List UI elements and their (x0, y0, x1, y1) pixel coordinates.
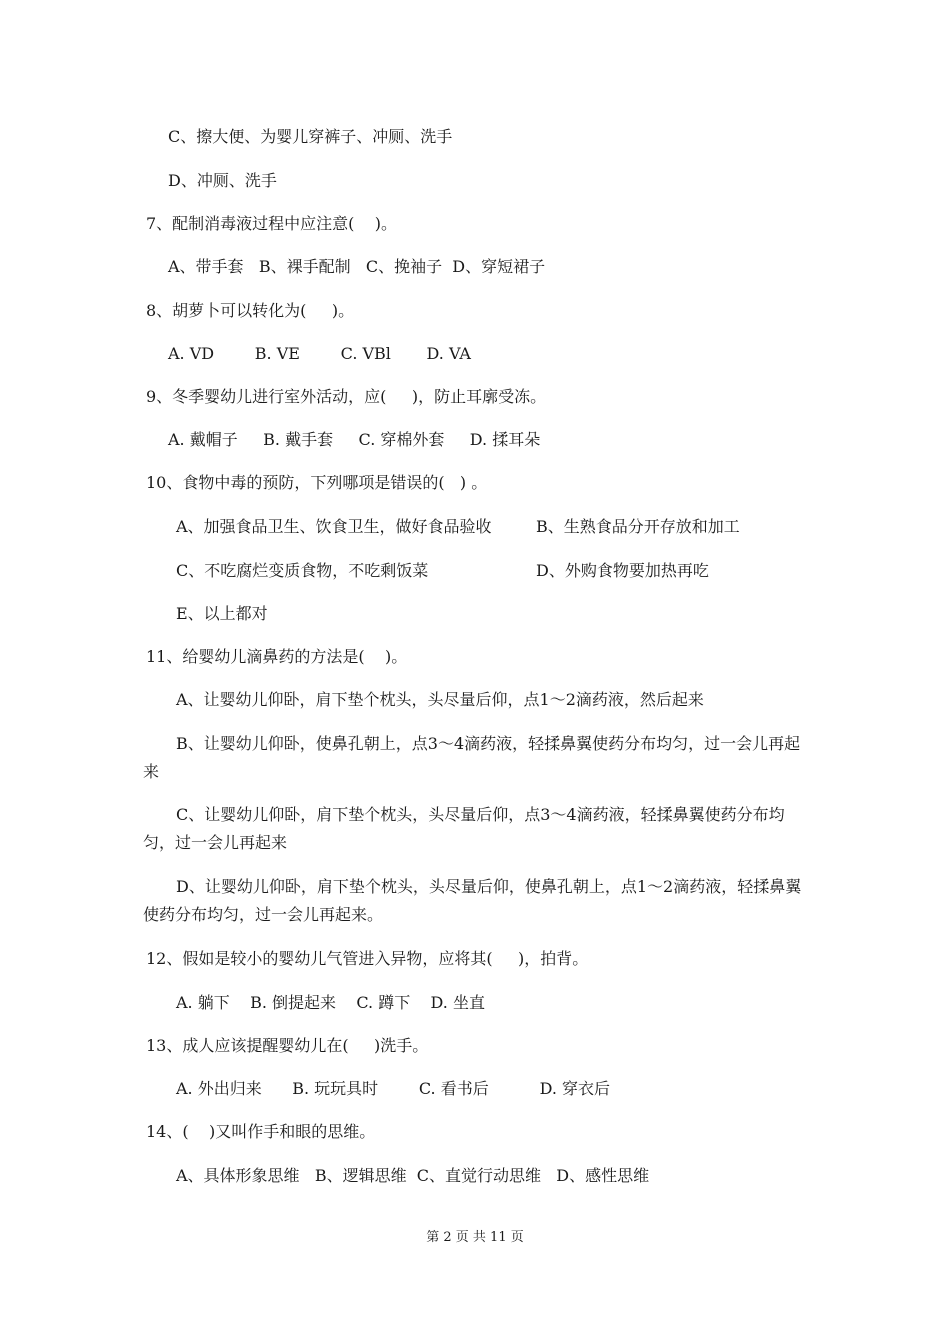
q10-option-b: B、生熟食品分开存放和加工 (536, 517, 740, 536)
q11-option-c: C、让婴幼儿仰卧，肩下垫个枕头，头尽量后仰，点3～4滴药液，轻揉鼻翼使药分布均匀，过一会儿再起来 (143, 805, 785, 852)
page-footer: 第 2 页 共 11 页 (426, 1230, 524, 1245)
question-14: 14、( )又叫作手和眼的思维。 (146, 1122, 376, 1141)
q11-option-b: B、让婴幼儿仰卧，使鼻孔朝上，点3～4滴药液，轻揉鼻翼使药分布均匀，过一会儿再起来 (143, 734, 801, 781)
question-12: 12、假如是较小的婴幼儿气管进入异物，应将其( )，拍背。 (146, 949, 589, 968)
question-9: 9、冬季婴幼儿进行室外活动，应( )，防止耳廓受冻。 (146, 387, 547, 406)
question-10: 10、食物中毒的预防，下列哪项是错误的( ) 。 (146, 473, 488, 492)
question-11: 11、给婴幼儿滴鼻药的方法是( )。 (146, 647, 408, 666)
question-8: 8、胡萝卜可以转化为( )。 (146, 301, 355, 320)
q9-options: A. 戴帽子 B. 戴手套 C. 穿棉外套 D. 揉耳朵 (168, 430, 541, 449)
q7-options: A、带手套 B、裸手配制 C、挽袖子 D、穿短裙子 (168, 257, 546, 276)
q12-options: A. 躺下 B. 倒提起来 C. 蹲下 D. 坐直 (176, 993, 485, 1012)
q11-option-a: A、让婴幼儿仰卧，肩下垫个枕头，头尽量后仰，点1～2滴药液，然后起来 (176, 690, 704, 709)
question-13: 13、成人应该提醒婴幼儿在( )洗手。 (146, 1036, 429, 1055)
q14-options: A、具体形象思维 B、逻辑思维 C、直觉行动思维 D、感性思维 (176, 1166, 650, 1185)
q10-option-e: E、以上都对 (176, 604, 268, 623)
q8-options: A. VD B. VE C. VBl D. VA (168, 344, 471, 363)
q11-option-d: D、让婴幼儿仰卧，肩下垫个枕头，头尽量后仰，使鼻孔朝上，点1～2滴药液，轻揉鼻翼使药分布均匀，过一会儿再起来。 (143, 877, 802, 924)
q13-options: A. 外出归来 B. 玩玩具时 C. 看书后 D. 穿衣后 (176, 1079, 610, 1098)
q6-option-c: C、擦大便、为婴儿穿裤子、冲厕、洗手 (168, 127, 453, 146)
q10-option-d: D、外购食物要加热再吃 (536, 561, 709, 580)
q10-option-c: C、不吃腐烂变质食物，不吃剩饭菜 (176, 561, 429, 580)
q10-option-a: A、加强食品卫生、饮食卫生，做好食品验收 (176, 517, 492, 536)
q6-option-d: D、冲厕、洗手 (168, 171, 277, 190)
question-7: 7、配制消毒液过程中应注意( )。 (146, 214, 398, 233)
